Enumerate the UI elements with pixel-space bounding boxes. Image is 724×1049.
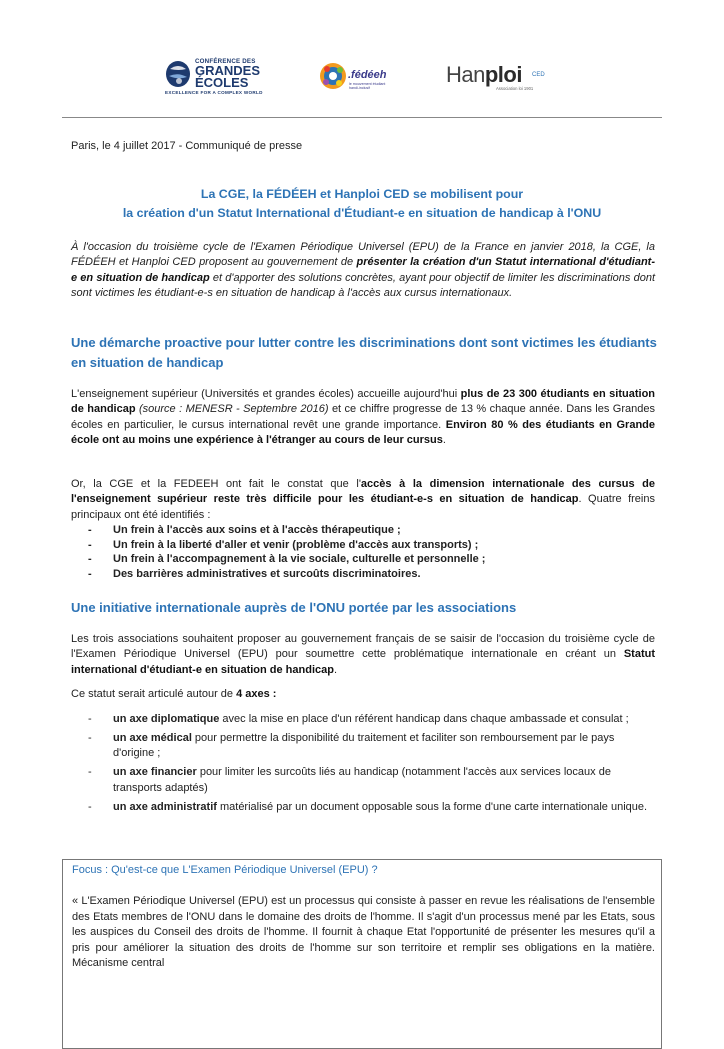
- cge-logo: [165, 58, 285, 96]
- section1-paragraph2: [71, 477, 655, 523]
- axe-text: pour limiter les surcoûts liés au handicap (notamment l'accès aux services locaux de transports adaptés): [113, 766, 611, 794]
- focus-title: Focus : Qu'est-ce que L'Examen Périodique Universel (EPU) ?: [72, 864, 378, 876]
- axe-label: un axe financier: [113, 766, 197, 779]
- axes-list: [88, 712, 658, 818]
- press-release-title-line2: la création d'un Statut International d'Étudiant-e en situation de handicap à l'ONU: [122, 206, 602, 220]
- intro-text-end: et d'apporter des solutions concrètes, ayant pour objectif de limiter les discriminations dont sont victimes les étudiant-e-s en situation de handicap à l'accès aux cursus internationaux.: [71, 271, 655, 299]
- frein-text: Un frein à l'accompagnement à la vie sociale, culturelle et personnelle ;: [113, 553, 486, 565]
- list-marker: -: [88, 731, 92, 744]
- list-marker: -: [88, 567, 92, 580]
- section2-paragraph1: [71, 632, 655, 678]
- intro-emphasis: présenter la création d'un Statut international d'étudiant-e en situation de handicap: [71, 256, 655, 284]
- p3-text: Les trois associations souhaitent proposer au gouvernement français de se saisir de l'occasion du troisième cycle de l'Examen Périodique Universel (EPU) pour soumettre cette problématique internationale en créant un: [71, 633, 655, 661]
- section1-paragraph1: [71, 387, 655, 448]
- freins-list: [88, 523, 658, 581]
- hanploi-logo: [446, 62, 556, 96]
- press-release-title-line1: La CGE, la FÉDÉEH et Hanploi CED se mobilisent pour: [200, 187, 524, 201]
- axe-label: un axe administratif: [113, 800, 217, 813]
- p1-text: L'enseignement supérieur (Universités et grandes écoles) accueille aujourd'hui: [71, 388, 461, 400]
- hanploi-logo-name: [446, 62, 522, 88]
- p4-emphasis: 4 axes :: [236, 688, 277, 700]
- axe-label: un axe médical: [113, 731, 192, 744]
- list-item: [88, 552, 658, 567]
- fedeeh-logo-name: .fédéeh: [348, 69, 387, 81]
- intro-text: À l'occasion du troisième cycle de l'Examen Périodique Universel (EPU) de la France en janvier 2018, la CGE, la FÉDÉEH et Hanploi CED proposent au gouvernement de: [71, 241, 655, 269]
- p2-text-2: . Quatre freins principaux ont été identifiés :: [71, 493, 655, 521]
- p3-text-2: .: [333, 663, 338, 676]
- frein-text: Des barrières administratives et surcoûts discriminatoires.: [113, 567, 421, 580]
- fedeeh-emblem-icon: [317, 60, 349, 92]
- list-item: [88, 765, 658, 796]
- header-divider: [62, 117, 662, 118]
- axe-text: matérialisé par un document opposable sous la forme d'une carte internationale unique.: [216, 800, 648, 813]
- cge-logo-line1: CONFÉRENCE DES: [195, 58, 256, 65]
- frein-text: Un frein à l'accès aux soins et à l'accès thérapeutique ;: [113, 524, 401, 536]
- fedeeh-logo: [317, 56, 387, 96]
- p4-text: Ce statut serait articulé autour de: [71, 688, 237, 700]
- axe-label: un axe diplomatique: [113, 713, 220, 725]
- p1-text-2: et ce chiffre progresse de 13 % chaque année. Dans les Grandes écoles en particulier, le cursus international revêt une grande importance.: [71, 403, 655, 431]
- cge-logo-line3: ÉCOLES: [195, 75, 249, 90]
- list-marker: -: [88, 538, 92, 551]
- p1-emphasis: plus de 23 300 étudiants en situation de handicap: [71, 388, 656, 416]
- list-item: [88, 712, 658, 727]
- list-marker: -: [88, 800, 92, 813]
- hanploi-name-bold: ploi: [484, 62, 522, 87]
- list-item: [88, 567, 658, 582]
- axe-text: avec la mise en place d'un référent handicap dans chaque ambassade et consulat ;: [219, 713, 629, 725]
- list-item: [88, 523, 658, 538]
- frein-text: Un frein à la liberté d'aller et venir (problème d'accès aux transports) ;: [113, 538, 479, 551]
- list-item: [88, 800, 658, 815]
- p2-text: Or, la CGE et la FEDEEH ont fait le constat que l': [71, 478, 361, 490]
- intro-paragraph: [71, 240, 655, 301]
- p1-emphasis-2: Environ 80 % des étudiants en Grande école ont au moins une expérience à l'étranger au cours de leur cursus: [71, 418, 656, 446]
- section2-heading: Une initiative internationale auprès de l'ONU portée par les associations: [71, 600, 517, 615]
- hanploi-logo-tagline: Association loi 1901: [496, 86, 534, 91]
- list-marker: -: [88, 713, 92, 725]
- hanploi-name-prefix: Han: [446, 62, 485, 87]
- list-item: [88, 538, 658, 553]
- cge-logo-line2: GRANDES: [195, 63, 261, 78]
- focus-box: [62, 859, 662, 1049]
- list-marker: -: [88, 524, 92, 536]
- section1-heading: Une démarche proactive pour lutter contre les discriminations dont sont victimes les étudiants en situation de handicap: [71, 335, 657, 370]
- p1-source: (source : MENESR - Septembre 2016): [135, 403, 329, 416]
- p2-emphasis: accès à la dimension internationale des cursus de l'enseignement supérieur reste très difficile pour les étudiant-e-s en situation de handicap: [71, 478, 655, 506]
- list-item: [88, 731, 658, 762]
- section2-paragraph2: [71, 687, 655, 702]
- p1-text-3: .: [442, 433, 446, 446]
- focus-body: « L'Examen Périodique Universel (EPU) est un processus qui consiste à passer en revue les réalisations de l'ensemble des Etats membres de l'ONU dans le domaine des droits de l'homme. Il s'agit d'un processus mené par les Etats, sous les auspices du Conseil des droits de l'homme. Il fournit à chaque Etat l'opportunité de présenter les mesures qu'il a pris pour améliorer la situation des droits de l'homme sur son territoire et remplir ses obligations en la matière. Mécanisme central: [72, 895, 655, 970]
- cge-logo-tagline: EXCELLENCE FOR A COMPLEX WORLD: [165, 90, 263, 95]
- cge-emblem-icon: [165, 60, 191, 88]
- dateline: Paris, le 4 juillet 2017 - Communiqué de presse: [71, 140, 303, 152]
- fedeeh-logo-tagline: le mouvement étudiant handi-inclusif: [349, 82, 386, 90]
- p3-emphasis: Statut international d'étudiant-e en situation de handicap: [71, 648, 655, 676]
- hanploi-logo-suffix: CED: [532, 72, 545, 78]
- list-marker: -: [88, 766, 92, 779]
- list-marker: -: [88, 553, 92, 565]
- axe-text: pour permettre la disponibilité du traitement et faciliter son remboursement par le pays d'origine ;: [113, 731, 615, 760]
